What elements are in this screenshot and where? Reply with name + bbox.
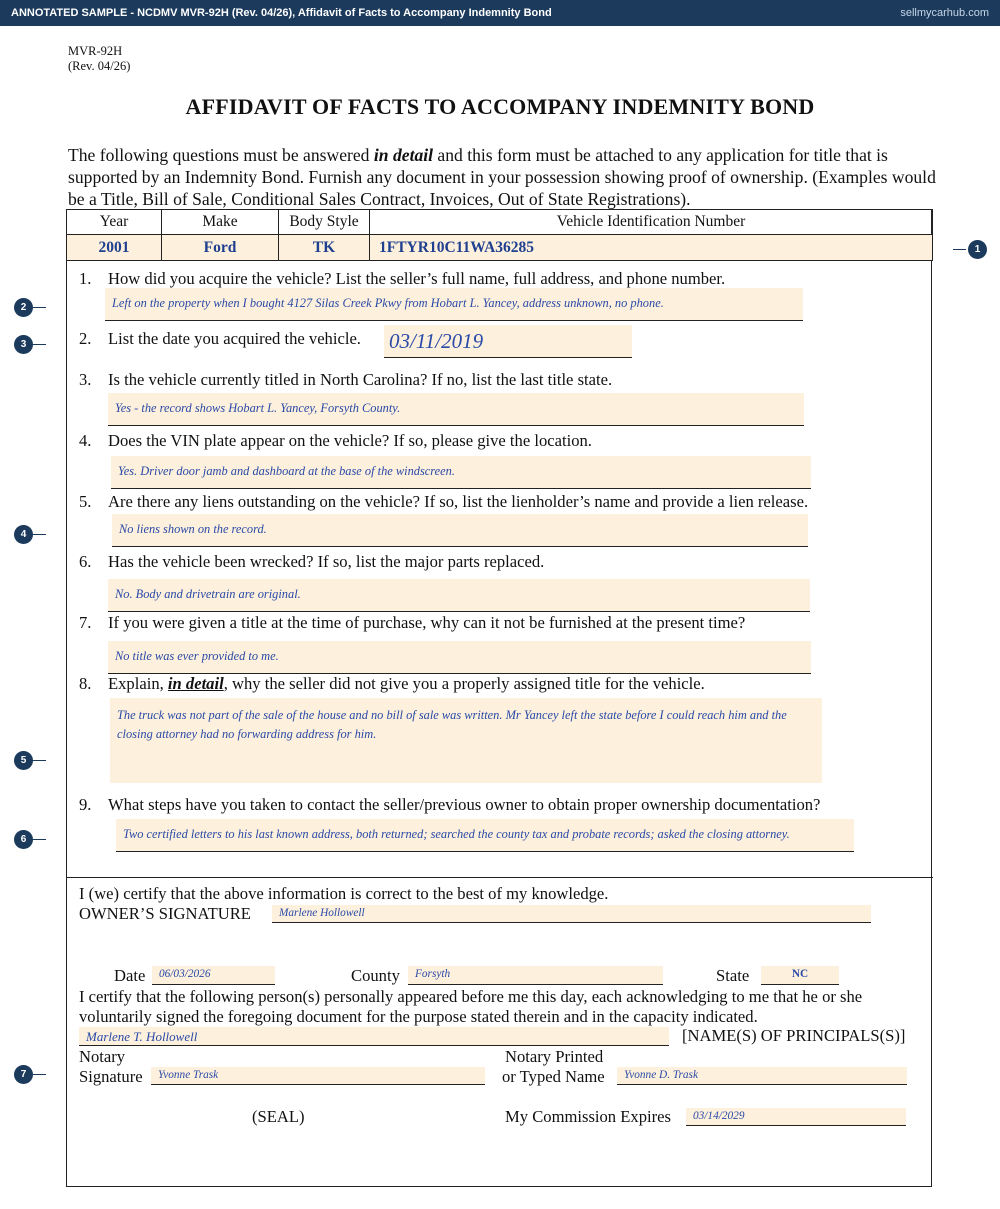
callout-connector-1 <box>953 249 966 250</box>
question-2-text: List the date you acquired the vehicle. <box>108 329 361 348</box>
callout-marker-1: 1 <box>968 240 987 259</box>
form-title: AFFIDAVIT OF FACTS TO ACCOMPANY INDEMNITY BOND <box>185 94 815 119</box>
notary-statement: I certify that the following person(s) personally appeared before me this day, each acknowledging to me that he or she voluntarily signed the foregoing document for the purpose stated therein and in the capacity indicated. <box>79 987 863 1026</box>
year-header: Year <box>67 210 162 235</box>
county-label: County <box>351 966 400 985</box>
form-number: MVR-92H <box>68 44 123 58</box>
callout-marker-4: 4 <box>14 525 33 544</box>
notary-signature-label-1: Notary <box>79 1047 126 1066</box>
question-4-text: Does the VIN plate appear on the vehicle? If so, please give the location. <box>108 431 592 450</box>
callout-connector-7 <box>33 1074 46 1075</box>
notary-signature-label-2: Signature <box>79 1067 143 1086</box>
answer-8-field[interactable]: The truck was not part of the sale of the house and no bill of sale was written. Mr Yancey left the state before I could reach him and the closing attorney had no forwarding address for him. <box>110 698 822 783</box>
callout-marker-2: 2 <box>14 298 33 317</box>
callout-connector-5 <box>33 760 46 761</box>
make-header: Make <box>162 210 279 235</box>
callout-connector-4 <box>33 534 46 535</box>
body-style-header: Body Style <box>279 210 370 235</box>
callout-connector-3 <box>33 344 46 345</box>
answer-5-field[interactable]: No liens shown on the record. <box>112 514 808 547</box>
vin-field[interactable]: 1FTYR10C11WA36285 <box>370 235 933 261</box>
notary-printed-name-field[interactable]: Yvonne D. Trask <box>617 1067 907 1085</box>
banner-text: ANNOTATED SAMPLE - NCDMV MVR-92H (Rev. 04/26), Affidavit of Facts to Accompany Indemnity Bond <box>11 7 552 19</box>
callout-marker-7: 7 <box>14 1065 33 1084</box>
commission-expires-label: My Commission Expires <box>505 1107 671 1126</box>
certification-statement: I (we) certify that the above information is correct to the best of my knowledge. <box>79 884 609 903</box>
vehicle-table <box>66 209 933 261</box>
annotation-banner <box>0 0 1000 26</box>
vin-header: Vehicle Identification Number <box>370 210 933 235</box>
date-field[interactable]: 06/03/2026 <box>152 966 275 985</box>
commission-expires-field[interactable]: 03/14/2029 <box>686 1108 906 1126</box>
state-label: State <box>716 966 750 985</box>
answer-2-date-field[interactable]: 03/11/2019 <box>384 325 632 358</box>
answer-6-field[interactable]: No. Body and drivetrain are original. <box>108 579 810 612</box>
question-1-text: How did you acquire the vehicle? List the seller’s full name, full address, and phone number. <box>108 269 726 288</box>
county-field[interactable]: Forsyth <box>408 966 663 985</box>
callout-connector-6 <box>33 839 46 840</box>
notary-signature-field[interactable]: Yvonne Trask <box>151 1067 485 1085</box>
callout-connector-2 <box>33 307 46 308</box>
question-9-text: What steps have you taken to contact the seller/previous owner to obtain proper ownership documentation? <box>108 795 821 814</box>
form-instructions: The following questions must be answered in detail and this form must be attached to any application for title that is supported by an Indemnity Bond. Furnish any document in your possession showing proof of ownership. (Examples would be a Title, Bill of Sale, Conditional Sales Contract, Invoices, Out of State Registrations). <box>68 145 936 209</box>
body-style-field[interactable]: TK <box>279 235 370 261</box>
question-8-text: Explain, in detail, why the seller did not give you a properly assigned title for the vehicle. <box>108 674 705 693</box>
year-field[interactable]: 2001 <box>67 235 162 261</box>
notary-printed-label-1: Notary Printed <box>505 1047 604 1066</box>
question-7-text: If you were given a title at the time of purchase, why can it not be furnished at the present time? <box>108 613 746 632</box>
form-code <box>68 44 130 74</box>
answer-9-field[interactable]: Two certified letters to his last known address, both returned; searched the county tax and probate records; asked the closing attorney. <box>116 819 854 852</box>
owner-signature-label: OWNER’S SIGNATURE <box>79 904 251 923</box>
notary-printed-label-2: or Typed Name <box>502 1067 605 1086</box>
callout-marker-5: 5 <box>14 751 33 770</box>
state-field[interactable]: NC <box>761 966 839 985</box>
answer-7-field[interactable]: No title was ever provided to me. <box>108 641 811 674</box>
answer-1-field[interactable]: Left on the property when I bought 4127 Silas Creek Pkwy from Hobart L. Yancey, address unknown, no phone. <box>105 288 803 321</box>
section-divider <box>66 877 933 878</box>
answer-3-field[interactable]: Yes - the record shows Hobart L. Yancey, Forsyth County. <box>108 393 804 426</box>
owner-signature-field[interactable]: Marlene Hollowell <box>272 905 871 923</box>
callout-marker-6: 6 <box>14 830 33 849</box>
make-field[interactable]: Ford <box>162 235 279 261</box>
date-label: Date <box>114 966 146 985</box>
answer-4-field[interactable]: Yes. Driver door jamb and dashboard at the base of the windscreen. <box>111 456 811 489</box>
instructions-emphasis: in detail <box>373 145 434 165</box>
callout-marker-3: 3 <box>14 335 33 354</box>
seal-label: (SEAL) <box>252 1107 305 1126</box>
principals-label: [NAME(S) OF PRINCIPALS(S)] <box>682 1026 906 1045</box>
question-5-text: Are there any liens outstanding on the vehicle? If so, list the lienholder’s name and provide a lien release. <box>108 492 809 511</box>
question-8-emphasis: in detail <box>167 674 224 693</box>
form-revision: (Rev. 04/26) <box>68 59 131 73</box>
banner-site-link[interactable]: sellmycarhub.com <box>900 7 989 19</box>
question-3-text: Is the vehicle currently titled in North Carolina? If no, list the last title state. <box>108 370 613 389</box>
question-6-text: Has the vehicle been wrecked? If so, list the major parts replaced. <box>108 552 545 571</box>
principals-field[interactable]: Marlene T. Hollowell <box>79 1027 669 1046</box>
